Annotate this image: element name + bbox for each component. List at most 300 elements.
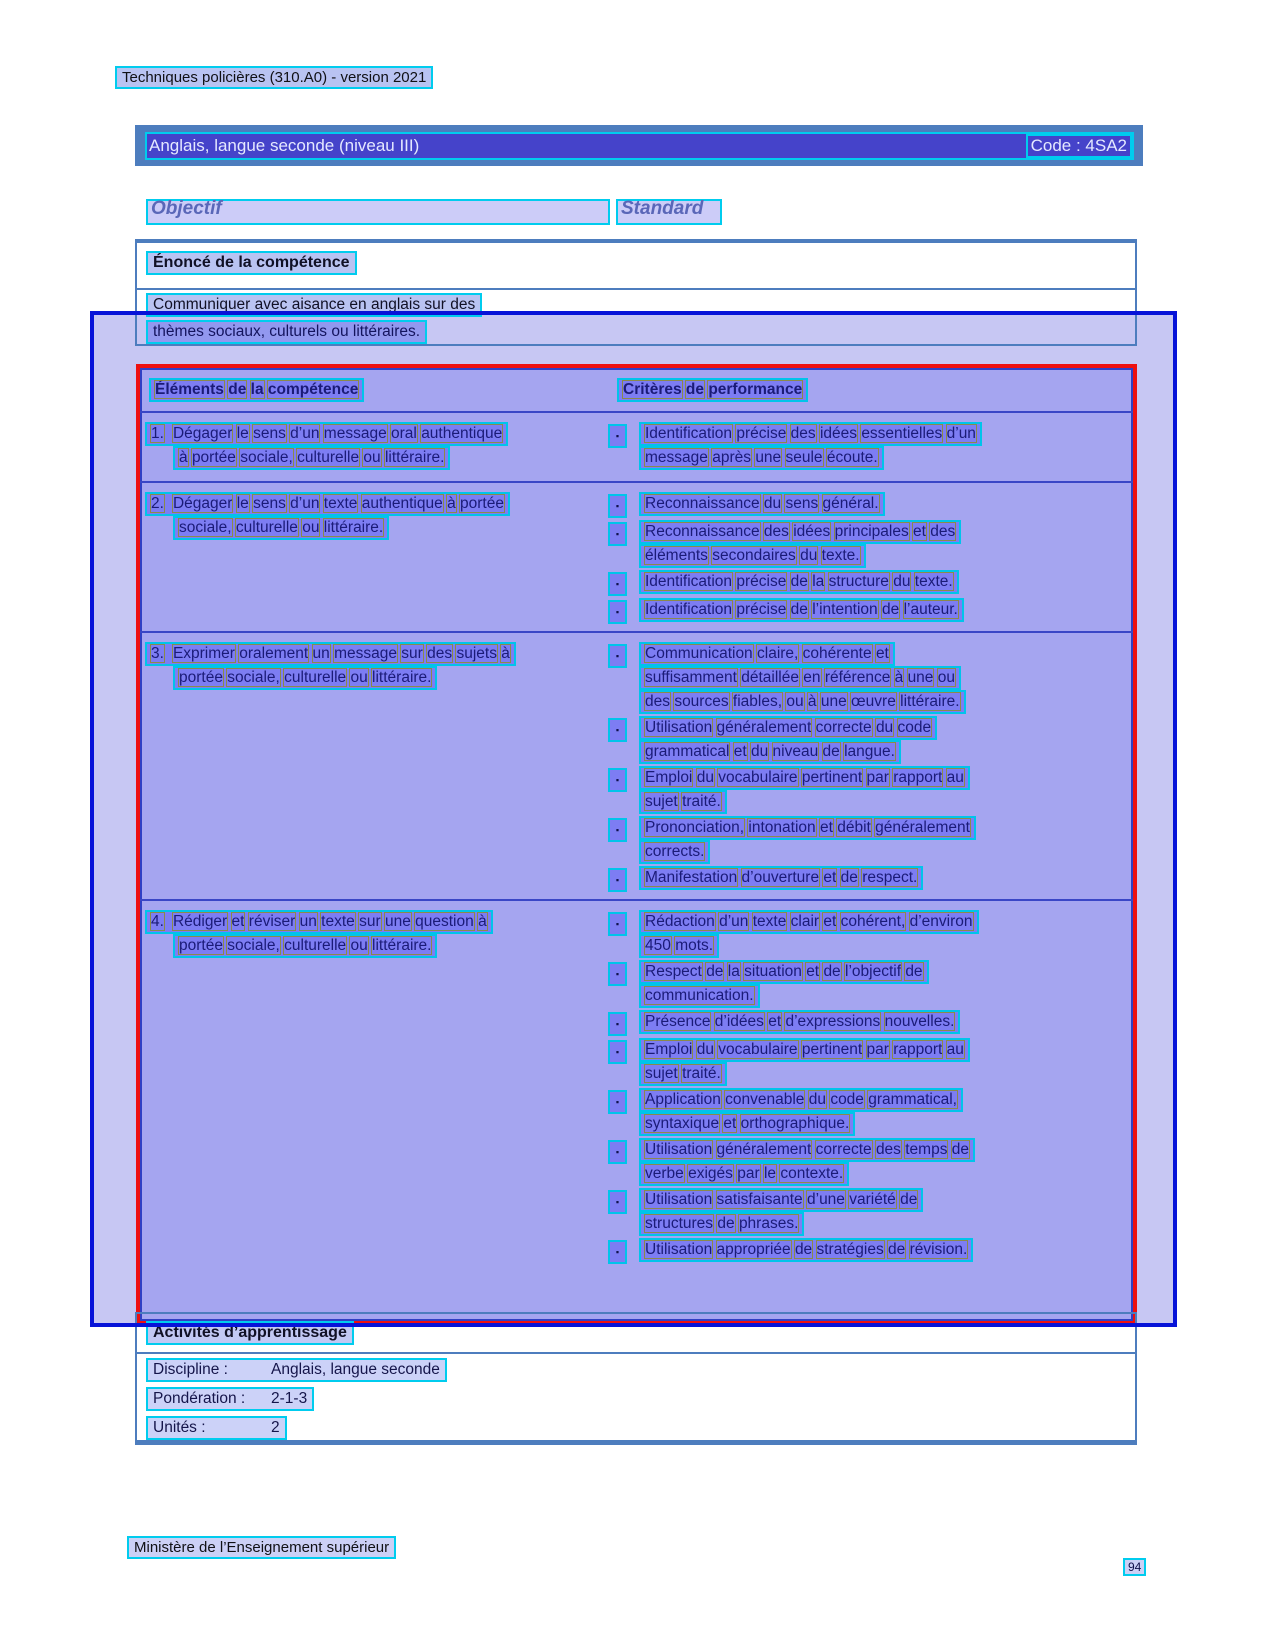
text-line [639,790,970,814]
line-highlight [639,934,719,958]
word: compétence [267,381,359,398]
criterion-lines [639,1038,970,1086]
word: 450 [645,937,671,954]
element-number: 3. [151,645,164,662]
doc-header: Techniques policières (310.A0) - version 2021 [115,66,433,89]
bullet-icon: ▪ [608,768,627,792]
word: Présence [645,1013,711,1030]
word: par [866,1041,889,1058]
bullet-icon: ▪ [608,818,627,842]
criterion-lines [639,716,937,764]
criterion [608,960,1133,1008]
word: Critères [623,381,682,398]
element-cell [140,633,608,894]
text-line [639,766,970,790]
criterion [608,520,1133,568]
word: intonation [748,819,816,836]
word: Rédiger [172,913,228,930]
word: Utilisation [645,1241,713,1258]
activites-row [146,1416,1135,1445]
word: ou [350,669,368,686]
word: au [946,1041,964,1058]
word: à [807,693,817,710]
word: Utilisation [645,1191,713,1208]
word: une [907,669,934,686]
text-line [145,492,608,516]
word: d’un [290,495,320,512]
word: texte [752,913,787,930]
word: sociale, [227,669,280,686]
bullet-icon: ▪ [608,912,627,936]
word: situation [744,963,802,980]
criterion-lines [639,910,979,958]
word: niveau [772,743,819,760]
word: de [888,1241,906,1258]
bullet-icon: ▪ [608,1090,627,1114]
word: Éléments [155,381,224,398]
text-line [639,1112,963,1136]
word: sujet [645,1065,678,1082]
word: des [427,645,453,662]
word: de [822,743,840,760]
word: sujets [456,645,497,662]
text-line [639,570,959,594]
line-highlight [639,790,727,814]
line-highlight [639,910,979,934]
word: révision. [909,1241,968,1258]
line-highlight [173,516,389,540]
word: au [946,769,964,786]
word: du [800,547,818,564]
objectif-heading: Objectif [151,198,222,219]
standard-heading-box [616,199,722,225]
line-highlight [145,492,510,516]
word: communication. [645,987,754,1004]
word: de [823,963,841,980]
word: Identification [645,573,733,590]
word: Identification [645,601,733,618]
word: texte. [914,573,953,590]
word: appropriée [716,1241,791,1258]
word: Respect [645,963,702,980]
word: par [737,1165,760,1182]
table-header-cell-criteres [617,378,808,411]
word: et [819,819,833,836]
text-line [639,984,929,1008]
word: pertinent [801,1041,863,1058]
bullet-icon: ▪ [608,1012,627,1036]
line-highlight [639,1212,804,1236]
word: précise [736,573,787,590]
word: portée [179,669,223,686]
criterion [608,766,1133,814]
word: structures [645,1215,714,1232]
word: œuvre [851,693,896,710]
line-highlight [639,422,982,446]
word: culturelle [284,669,347,686]
word: syntaxique [645,1115,720,1132]
word: sens [253,495,286,512]
criterion-lines [639,1238,973,1264]
criterion-lines [639,1138,975,1186]
word: l’auteur. [903,601,958,618]
criterion [608,492,1133,518]
enonce-header-row [137,243,1135,290]
criterion-lines [639,1188,923,1236]
line-highlight [639,1062,727,1086]
word: idées [793,523,831,540]
word: cohérente [802,645,872,662]
word: à [894,669,904,686]
criterion-lines [639,866,923,892]
criterion-lines [639,1088,963,1136]
line-highlight [639,666,961,690]
line-highlight [639,446,884,470]
line-highlight [145,910,493,934]
word: un [299,913,317,930]
word: du [763,495,782,512]
enonce-line [146,293,1135,319]
line-highlight [173,446,450,470]
word: Reconnaissance [645,495,760,512]
activites-section [135,1312,1137,1445]
bullet-icon: ▪ [608,962,627,986]
word: oralement [239,645,309,662]
word: seule [785,449,823,466]
word: généralement [716,1141,812,1158]
word: Manifestation [645,869,738,886]
word: sociale, [227,937,280,954]
word: un [312,645,330,662]
text-line [639,816,976,840]
criteria-cell [608,413,1133,476]
word: vocabulaire [718,769,798,786]
line-highlight [145,642,516,666]
element-number: 2. [151,495,164,512]
word: orthographique. [740,1115,850,1132]
text-line [639,1138,975,1162]
criterion [608,642,1133,714]
word: Communication [645,645,753,662]
line-highlight [639,1088,963,1112]
line-highlight [639,716,937,740]
word: contexte. [780,1165,844,1182]
activites-value: Anglais, langue seconde [271,1361,440,1378]
word: Identification [645,425,733,442]
word: du [808,1091,826,1108]
element-cell [140,413,608,476]
word: secondaires [712,547,796,564]
enonce-section [135,239,1137,346]
element-cell [140,483,608,626]
word: à [478,913,487,930]
line-highlight [639,840,710,864]
text-line [173,516,608,540]
text-line [639,740,937,764]
word: Dégager [172,495,233,512]
word: écoute. [826,449,878,466]
text-line [639,666,966,690]
word: de [790,573,808,590]
enonce-heading: Énoncé de la compétence [146,251,357,275]
activites-value: 2 [271,1419,280,1436]
word: précise [736,425,787,442]
text-line [639,934,979,958]
criterion-lines [639,766,970,814]
activites-body [137,1354,1135,1445]
enonce-line-text: Communiquer avec aisance en anglais sur des [146,293,482,317]
word: une [820,693,847,710]
word: référence [824,669,891,686]
line-highlight [146,1387,314,1411]
activites-heading: Activités d’apprentissage [146,1321,354,1345]
word: code [830,1091,864,1108]
word: traité. [682,793,721,810]
bullet-icon: ▪ [608,1140,627,1164]
word: éléments [645,547,708,564]
word: de [790,601,808,618]
criterion-lines [639,642,966,714]
word: authentique [421,425,503,442]
word: des [645,693,670,710]
line-highlight [639,816,976,840]
text-line [639,1038,970,1062]
table-body [140,413,1133,1321]
criterion [608,1088,1133,1136]
element-number: 4. [151,913,164,930]
page-number: 94 [1123,1558,1146,1576]
text-line [639,520,961,544]
word: Reconnaissance [645,523,760,540]
word: du [875,719,894,736]
element-cell [140,901,608,1316]
line-highlight [639,492,885,516]
word: la [727,963,740,980]
word: des [930,523,956,540]
text-line [639,690,966,714]
criterion-lines [639,492,885,518]
word: exigés [688,1165,733,1182]
word: phrases. [738,1215,799,1232]
text-line [639,446,982,470]
line-highlight [639,1238,973,1262]
word: et [723,1115,737,1132]
bullet-icon: ▪ [608,572,627,596]
criterion [608,716,1133,764]
criteria-cell [608,483,1133,626]
line-highlight [639,866,923,890]
footer-ministry: Ministère de l’Enseignement supérieur [127,1536,396,1559]
word: Utilisation [645,1141,713,1158]
word: précise [736,601,787,618]
word: le [763,1165,777,1182]
word: Exprimer [172,645,235,662]
criterion [608,570,1133,596]
word: mots. [675,937,714,954]
line-highlight [173,934,437,958]
word: sens [785,495,819,512]
word: de [228,381,247,398]
text-line [173,666,608,690]
line-highlight [639,1038,970,1062]
word: code [897,719,932,736]
text-line [639,1062,970,1086]
word: stratégies [816,1241,884,1258]
word: performance [708,381,803,398]
word: Emploi [645,1041,693,1058]
title-bar [135,125,1143,166]
word: débit [837,819,871,836]
word: sur [359,913,381,930]
word: portée [191,449,236,466]
line-highlight [639,570,959,594]
activites-header-row [137,1314,1135,1354]
word: culturelle [297,449,360,466]
word: du [696,1041,714,1058]
word: message [323,425,387,442]
word: détaillée [741,669,799,686]
word: sociale, [240,449,293,466]
word: ou [786,693,804,710]
competence-table [136,364,1137,1325]
enonce-body [137,290,1135,346]
activites-value: 2-1-3 [271,1390,308,1407]
text-line [639,1238,973,1262]
word: et [913,523,926,540]
criterion-lines [639,960,929,1008]
line-highlight [639,960,929,984]
line-highlight [639,766,970,790]
criterion-lines [639,520,961,568]
word: pertinent [801,769,863,786]
word: Utilisation [645,719,713,736]
word: et [768,1013,782,1030]
text-line [145,422,608,446]
line-highlight [639,1138,975,1162]
word: de [882,601,900,618]
activites-label: Unités : [153,1419,206,1436]
word: verbe [645,1165,684,1182]
criterion-lines [639,1010,960,1036]
table-row [140,483,1133,633]
word: de [840,869,858,886]
word: convenable [725,1091,805,1108]
text-line [639,642,966,666]
word: des [790,425,816,442]
word: après [712,449,751,466]
word: traité. [682,1065,721,1082]
word: correcte [815,719,872,736]
word: grammatical [645,743,730,760]
criteria-cell [608,633,1133,894]
word: de [685,381,704,398]
word: respect. [862,869,918,886]
word: clair [790,913,820,930]
text-line [145,642,608,666]
word: de [905,963,923,980]
word: langue. [844,743,895,760]
criterion [608,910,1133,958]
bullet-icon: ▪ [608,494,627,518]
word: d’idées [714,1013,764,1030]
word: sens [253,425,286,442]
word: de [900,1191,918,1208]
word: correcte [815,1141,872,1158]
criteria-cell [608,901,1133,1316]
text-line [639,840,976,864]
word: de [794,1241,813,1258]
text-line [639,422,982,446]
line-highlight [639,598,964,622]
text-line [639,1188,923,1212]
word: structure [828,573,889,590]
line-highlight [639,1010,960,1034]
word: culturelle [284,937,347,954]
bullet-icon: ▪ [608,718,627,742]
word: littéraire. [372,669,432,686]
word: et [806,963,820,980]
word: rapport [893,769,943,786]
text-line [639,716,937,740]
text-line [173,446,608,470]
line-highlight [146,1358,447,1382]
word: satisfaisante [716,1191,803,1208]
criterion [608,1010,1133,1036]
word: des [763,523,789,540]
table-row [140,413,1133,483]
word: message [645,449,708,466]
word: et [231,913,245,930]
word: littéraire. [372,937,432,954]
word: authentique [361,495,443,512]
objectif-heading-box [146,199,610,225]
text-line [639,1162,975,1186]
word: claire, [757,645,799,662]
word: essentielles [861,425,943,442]
line-highlight [639,520,961,544]
activites-label: Discipline : [153,1361,228,1378]
table-header-row [140,368,1133,413]
word: le [236,495,249,512]
activites-row [146,1387,1135,1416]
word: de [717,1215,735,1232]
word: suffisamment [645,669,737,686]
word: d’environ [909,913,973,930]
title-line [145,132,1134,160]
word: de [951,1141,970,1158]
word: et [733,743,747,760]
word: l’intention [812,601,878,618]
word: et [875,645,889,662]
word: sociale, [179,519,232,536]
word: principales [834,523,909,540]
bullet-icon: ▪ [608,600,627,624]
line-highlight [639,690,966,714]
line-highlight [639,740,901,764]
word: la [812,573,825,590]
word: du [696,769,714,786]
line-highlight [173,666,437,690]
word: généralement [716,719,812,736]
text-line [639,1010,960,1034]
word: variété [849,1191,896,1208]
table-header-cell-elements [149,378,617,411]
word: d’un [946,425,976,442]
line-highlight [639,1162,849,1186]
line-highlight [639,642,895,666]
text-line [639,960,929,984]
word: une [384,913,411,930]
